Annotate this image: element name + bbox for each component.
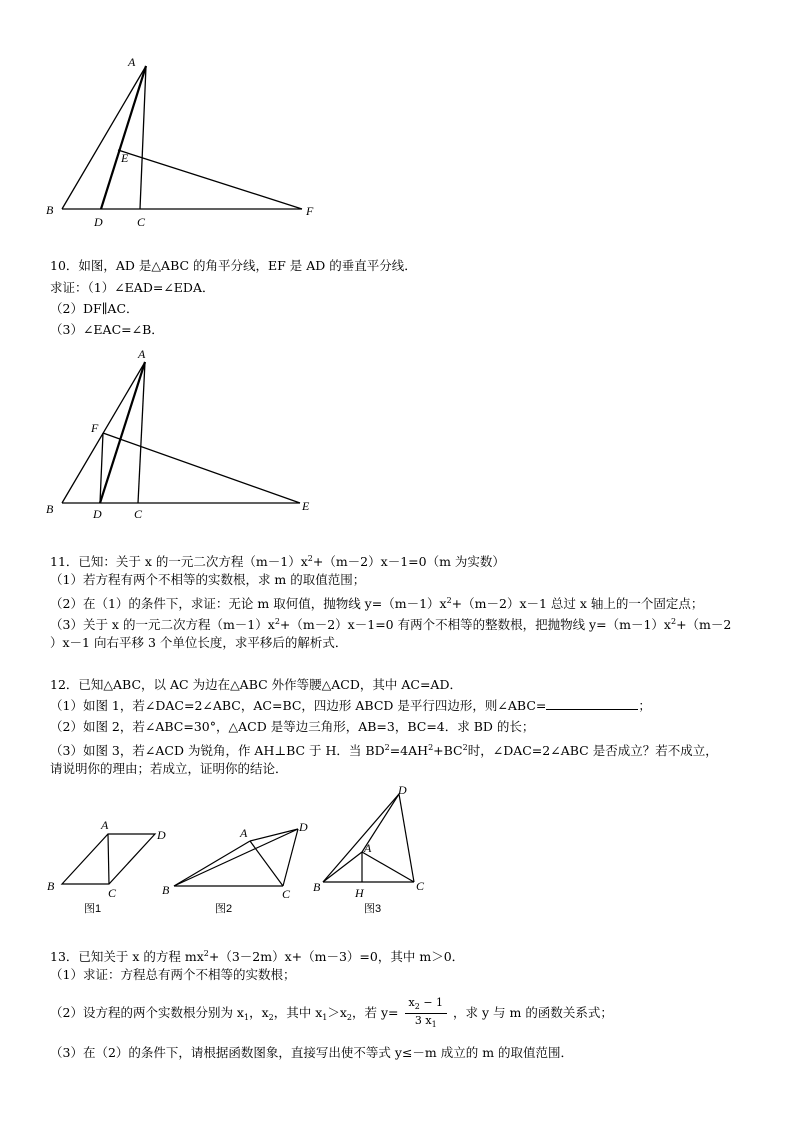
q13-line2: （1）求证：方程总有两个不相等的实数根； — [50, 967, 296, 982]
answer-blank[interactable] — [546, 699, 638, 710]
fig2-label-B: B — [162, 883, 170, 897]
q12-line1: 12．已知△ABC，以 AC 为边在△ABC 外作等腰△ACD，其中 AC=AD． — [50, 677, 462, 692]
fig2-label-C: C — [282, 887, 291, 901]
q10-part3: （3）∠EAC=∠B． — [50, 322, 164, 337]
fraction-y: $\frac{x_2 - 1}{3 x_1}$ — [405, 996, 448, 1031]
q12-line4: （3）如图 3，若∠ACD 为锐角，作 AH⊥BC 于 H．当 $BD^2=4AH^2+BC^2$时，∠DAC=2∠ABC 是否成立？若不成立， — [50, 743, 718, 758]
figure-triangle-abc-def-1 — [0, 0, 794, 240]
q13-line3: （2）设方程的两个实数根分别为 $x_1$，$x_2$，其中 $x_1>x_2$，若 y= $\frac{x_2 - 1}{3 x_1}$ ，求 y 与 m 的函数关系式； — [50, 996, 613, 1029]
label-A: A — [128, 55, 136, 69]
q12-line5: 请说明你的理由；若成立，证明你的结论． — [50, 761, 288, 776]
label-C: C — [134, 507, 143, 521]
fig2-caption: 图2 — [215, 903, 233, 915]
label-D: D — [93, 507, 102, 521]
q11-line1: 11．已知：关于 x 的一元二次方程$(m-1)x^2+(m-2)x-1=0(m$ 为实数） — [50, 554, 505, 569]
q11-line3: （2）在（1）的条件下，求证：无论 m 取何值，抛物线 $y=(m-1)x^2+(m-2)x-1$ 总过 x 轴上的一个固定点； — [50, 596, 704, 611]
label-E: E — [302, 499, 310, 513]
label-B: B — [46, 203, 54, 217]
label-F: F — [91, 421, 99, 435]
q13-line1: 13．已知关于 x 的方程 $mx^2+(3-2m)x+(m-3)=0$，其中 m＞0． — [50, 949, 465, 964]
label-D: D — [94, 215, 103, 229]
q12-line2: （1）如图 1，若∠DAC=2∠ABC，AC=BC，四边形 ABCD 是平行四边形，则∠ABC= ； — [50, 698, 651, 713]
fig3-label-C: C — [416, 879, 425, 893]
q12-line3: （2）如图 2，若∠ABC=30°，△ACD 是等边三角形，AB=3，BC=4．求 BD 的长； — [50, 719, 535, 734]
q10-title: 10．如图，AD 是△ABC 的角平分线，EF 是 AD 的垂直平分线． — [50, 258, 417, 273]
fig2-label-A: A — [240, 826, 248, 840]
fig3-label-A: A — [364, 841, 372, 855]
label-F: F — [306, 204, 314, 218]
q13-line4: （3）在（2）的条件下，请根据函数图象，直接写出使不等式 y≤－m 成立的 m 的取值范围． — [50, 1045, 574, 1060]
figure-triangle-abc-def-2 — [0, 340, 794, 525]
q11-line4: （3）关于 x 的一元二次方程$(m-1)x^2+(m-2)x-1=0$ 有两个不相等的整数根，把抛物线 $y=(m-1)x^2+(m-2$ — [50, 617, 732, 632]
fig1-label-B: B — [47, 879, 55, 893]
fig1-caption: 图1 — [84, 903, 102, 915]
fig3-label-B: B — [313, 880, 321, 894]
fig1-label-D: D — [157, 828, 166, 842]
fig2-label-D: D — [299, 820, 308, 834]
q10-part2: （2）DF∥AC． — [50, 301, 139, 316]
figure-q12-diagrams — [0, 780, 794, 920]
fig3-label-D: D — [398, 783, 407, 797]
label-C: C — [137, 215, 146, 229]
label-E: E — [121, 151, 129, 165]
label-B: B — [46, 502, 54, 516]
fig1-label-A: A — [101, 818, 109, 832]
q11-line5: ）x－1 向右平移 3 个单位长度，求平移后的解析式． — [50, 635, 348, 650]
fig3-caption: 图3 — [364, 903, 382, 915]
fig1-label-C: C — [108, 886, 117, 900]
fig3-label-H: H — [355, 886, 364, 900]
q10-part1: 求证：（1）∠EAD=∠EDA． — [50, 280, 215, 295]
label-A: A — [138, 347, 146, 361]
q11-line2: （1）若方程有两个不相等的实数根，求 m 的取值范围； — [50, 572, 366, 587]
